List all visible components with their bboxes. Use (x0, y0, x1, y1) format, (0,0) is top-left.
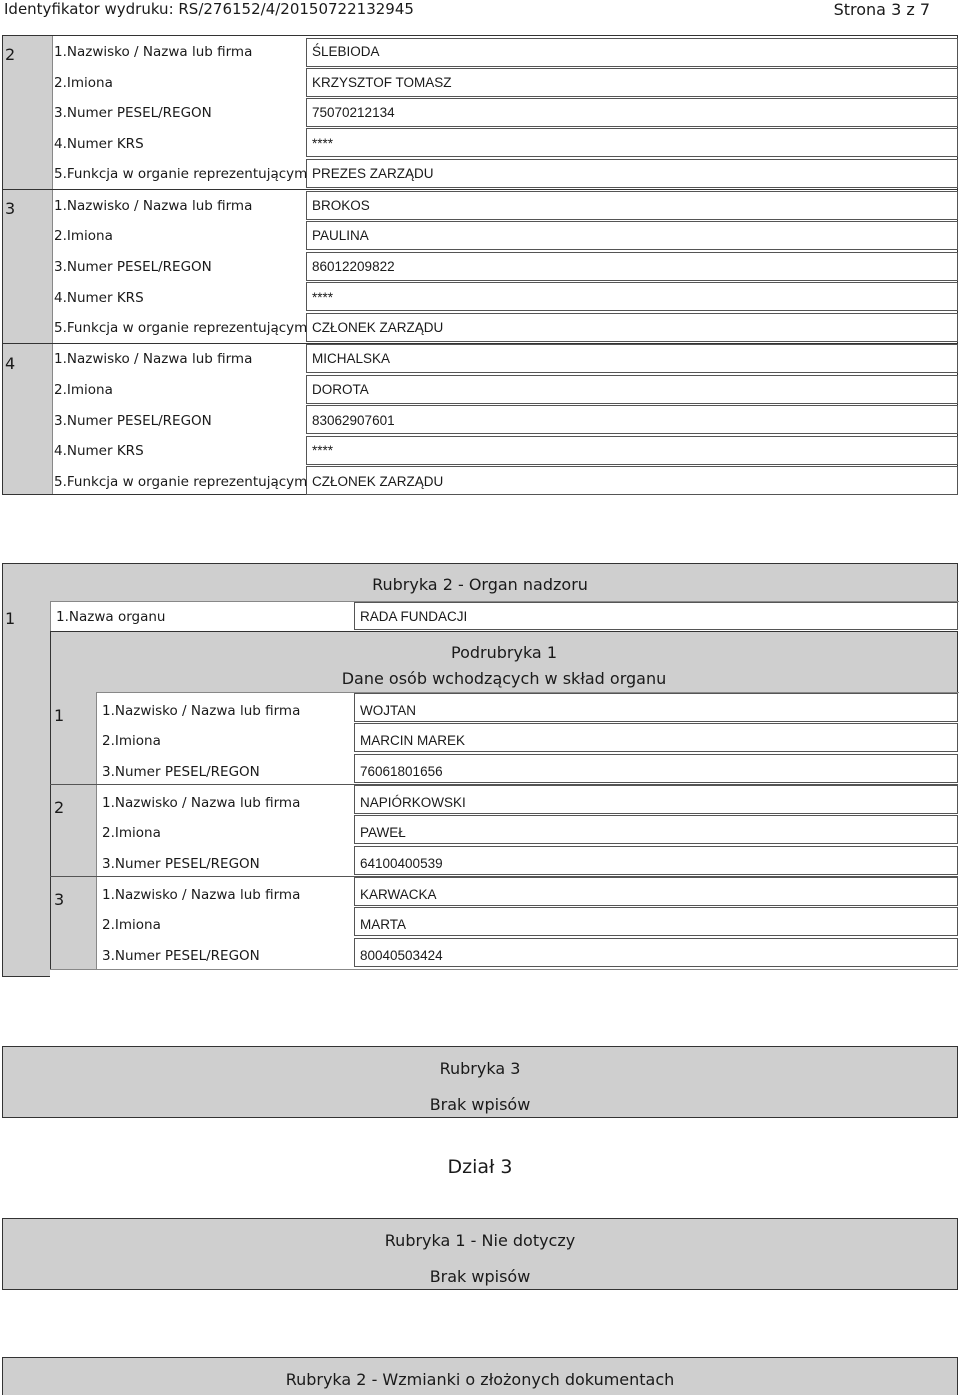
field-label: 4.Numer KRS (54, 136, 144, 152)
section-title: Rubryka 3 (439, 1059, 521, 1078)
field-label: 3.Numer PESEL/REGON (102, 764, 260, 780)
value-cell (306, 252, 958, 281)
section-title: Rubryka 1 - Nie dotyczy (384, 1231, 576, 1250)
field-value: CZŁONEK ZARZĄDU (312, 320, 444, 335)
field-label: 5.Funkcja w organie reprezentującym (54, 320, 308, 336)
field-value: NAPIÓRKOWSKI (360, 795, 466, 810)
field-label: 5.Funkcja w organie reprezentującym (54, 166, 308, 182)
value-cell (354, 754, 958, 783)
field-label: 1.Nazwa organu (56, 609, 166, 625)
field-value: PREZES ZARZĄDU (312, 166, 434, 181)
value-cell (354, 907, 958, 936)
field-value: WOJTAN (360, 703, 416, 718)
field-label: 3.Numer PESEL/REGON (54, 413, 212, 429)
field-label: 1.Nazwisko / Nazwa lub firma (54, 44, 253, 60)
field-label: 2.Imiona (54, 382, 113, 398)
field-value: 64100400539 (360, 856, 443, 871)
value-cell (306, 344, 958, 373)
field-value: KRZYSZTOF TOMASZ (312, 75, 452, 90)
field-value: MARCIN MAREK (360, 733, 466, 748)
value-cell (354, 693, 958, 722)
value-cell (306, 128, 958, 157)
field-label: 3.Numer PESEL/REGON (54, 259, 212, 275)
field-label: 1.Nazwisko / Nazwa lub firma (102, 887, 301, 903)
row-divider (2, 189, 958, 190)
field-label: 2.Imiona (102, 917, 161, 933)
field-label: 1.Nazwisko / Nazwa lub firma (102, 795, 301, 811)
subsection-subtitle: Dane osób wchodzących w skład organu (341, 669, 667, 688)
value-cell (306, 191, 958, 220)
field-value: CZŁONEK ZARZĄDU (312, 474, 444, 489)
field-label: 2.Imiona (102, 733, 161, 749)
value-cell (306, 375, 958, 404)
value-cell (354, 877, 958, 906)
field-label: 1.Nazwisko / Nazwa lub firma (102, 703, 301, 719)
field-value: 76061801656 (360, 764, 443, 779)
field-value: ŚLEBIODA (312, 44, 380, 59)
dzial-title: Dział 3 (447, 1156, 513, 1178)
field-value: MARTA (360, 917, 407, 932)
print-identifier: Identyfikator wydruku: RS/276152/4/20150722132945 (4, 0, 414, 18)
field-label: 2.Imiona (54, 75, 113, 91)
entry-number: 2 (5, 45, 16, 64)
field-label: 2.Imiona (54, 228, 113, 244)
field-value: PAWEŁ (360, 825, 406, 840)
field-label: 3.Numer PESEL/REGON (102, 948, 260, 964)
page-number: Strona 3 z 7 (833, 0, 930, 19)
value-cell (354, 815, 958, 844)
value-cell (306, 98, 958, 127)
field-value: **** (312, 443, 334, 458)
value-cell (306, 282, 958, 311)
value-cell (306, 38, 958, 67)
field-value: 83062907601 (312, 413, 395, 428)
field-label: 1.Nazwisko / Nazwa lub firma (54, 198, 253, 214)
page-header (0, 0, 960, 22)
value-cell (354, 846, 958, 875)
value-cell (306, 221, 958, 250)
field-value: BROKOS (312, 198, 370, 213)
field-value: **** (312, 136, 334, 151)
field-value: PAULINA (312, 228, 369, 243)
field-label: 5.Funkcja w organie reprezentującym (54, 474, 308, 490)
field-value: **** (312, 290, 334, 305)
field-value: 86012209822 (312, 259, 395, 274)
section-title: Rubryka 2 - Organ nadzoru (372, 575, 588, 594)
field-value: RADA FUNDACJI (360, 609, 468, 624)
value-cell (306, 405, 958, 434)
section-title: Rubryka 2 - Wzmianki o złożonych dokumentach (285, 1370, 675, 1389)
entry-number: 3 (54, 890, 65, 909)
entry-number: 3 (5, 199, 16, 218)
field-label: 4.Numer KRS (54, 290, 144, 306)
field-label: 2.Imiona (102, 825, 161, 841)
entry-number: 1 (5, 609, 16, 628)
field-value: DOROTA (312, 382, 369, 397)
entry-number: 1 (54, 706, 65, 725)
value-cell (354, 938, 958, 967)
field-value: MICHALSKA (312, 351, 391, 366)
field-label: 3.Numer PESEL/REGON (54, 105, 212, 121)
entry-number: 4 (5, 354, 16, 373)
field-value: KARWACKA (360, 887, 437, 902)
section-status: Brak wpisów (429, 1267, 531, 1286)
subsection-title: Podrubryka 1 (451, 643, 557, 662)
section-status: Brak wpisów (429, 1095, 531, 1114)
members-footer (50, 969, 958, 977)
value-cell (306, 436, 958, 465)
field-label: 1.Nazwisko / Nazwa lub firma (54, 351, 253, 367)
field-value: 80040503424 (360, 948, 443, 963)
field-label: 3.Numer PESEL/REGON (102, 856, 260, 872)
entry-number: 2 (54, 798, 65, 817)
field-label: 4.Numer KRS (54, 443, 144, 459)
field-value: 75070212134 (312, 105, 395, 120)
